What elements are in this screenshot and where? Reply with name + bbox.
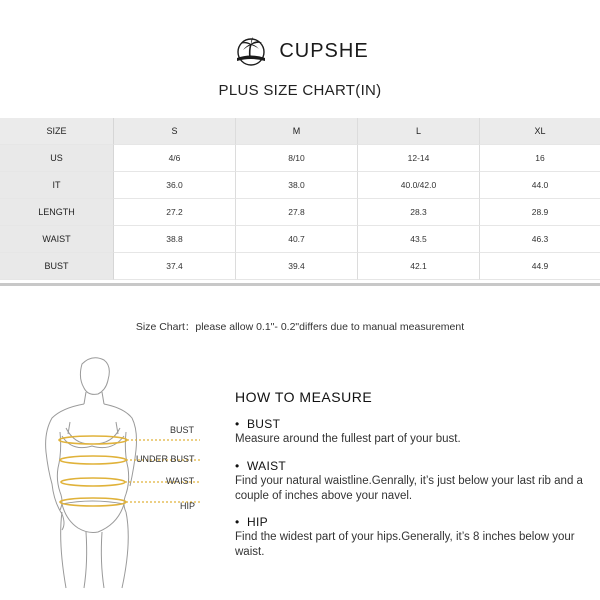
table-row bbox=[0, 253, 600, 280]
table-cell: 28.9 bbox=[480, 199, 600, 226]
table-header-cell: M bbox=[236, 118, 358, 145]
section-text: Measure around the fullest part of your bust. bbox=[235, 433, 461, 445]
bust-label: BUST bbox=[170, 425, 195, 435]
hip-label: HIP bbox=[180, 501, 196, 511]
table-header-cell: SIZE bbox=[0, 118, 114, 145]
bullet-icon: • bbox=[235, 515, 240, 529]
table-cell: 4/6 bbox=[114, 145, 236, 172]
size-table bbox=[0, 118, 600, 280]
table-cell: 42.1 bbox=[358, 253, 480, 280]
table-row bbox=[0, 226, 600, 253]
table-cell: 40.0/42.0 bbox=[358, 172, 480, 199]
measurement-note: Size Chart：please allow 0.1"- 0.2"differs due to manual measurement bbox=[135, 321, 465, 333]
row-label: IT bbox=[0, 172, 114, 199]
table-cell: 39.4 bbox=[236, 253, 358, 280]
section-text: Find your natural waistline.Genrally, it’s just below your last rib and a couple of inches above your navel. bbox=[235, 475, 583, 502]
table-cell: 38.8 bbox=[114, 226, 236, 253]
palm-tree-island-icon bbox=[231, 36, 271, 66]
table-cell: 40.7 bbox=[236, 226, 358, 253]
table-cell: 38.0 bbox=[236, 172, 358, 199]
table-cell: 27.8 bbox=[236, 199, 358, 226]
table-cell: 8/10 bbox=[236, 145, 358, 172]
waist-label: WAIST bbox=[166, 476, 195, 486]
table-cell: 12-14 bbox=[358, 145, 480, 172]
section-divider bbox=[0, 283, 600, 286]
table-cell: 36.0 bbox=[114, 172, 236, 199]
under-bust-label: UNDER BUST bbox=[136, 454, 195, 464]
bullet-icon: • bbox=[235, 459, 240, 473]
table-row bbox=[0, 145, 600, 172]
section-heading: WAIST bbox=[247, 459, 287, 473]
table-cell: 28.3 bbox=[358, 199, 480, 226]
row-label: LENGTH bbox=[0, 199, 114, 226]
table-cell: 44.0 bbox=[480, 172, 600, 199]
table-row bbox=[0, 199, 600, 226]
section-heading: HIP bbox=[247, 515, 268, 529]
measure-section-hip bbox=[235, 515, 585, 560]
table-cell: 43.5 bbox=[358, 226, 480, 253]
table-cell: 27.2 bbox=[114, 199, 236, 226]
body-outline-illustration bbox=[22, 352, 202, 590]
row-label: WAIST bbox=[0, 226, 114, 253]
table-cell: 44.9 bbox=[480, 253, 600, 280]
table-header-cell: L bbox=[358, 118, 480, 145]
bullet-icon: • bbox=[235, 417, 240, 431]
table-header-cell: S bbox=[114, 118, 236, 145]
table-header-row bbox=[0, 118, 600, 145]
measure-section-bust bbox=[235, 417, 585, 447]
table-cell: 16 bbox=[480, 145, 600, 172]
brand-logo bbox=[0, 36, 600, 66]
brand-name: CUPSHE bbox=[279, 39, 369, 62]
row-label: US bbox=[0, 145, 114, 172]
body-figure bbox=[22, 352, 202, 590]
chart-title: PLUS SIZE CHART(IN) bbox=[218, 82, 382, 99]
row-label: BUST bbox=[0, 253, 114, 280]
table-header-cell: XL bbox=[480, 118, 600, 145]
section-text: Find the widest part of your hips.Generally, it’s 8 inches below your waist. bbox=[235, 531, 575, 558]
table-cell: 37.4 bbox=[114, 253, 236, 280]
how-to-measure-title: HOW TO MEASURE bbox=[235, 389, 373, 405]
measure-section-waist bbox=[235, 459, 585, 504]
table-cell: 46.3 bbox=[480, 226, 600, 253]
table-row bbox=[0, 172, 600, 199]
section-heading: BUST bbox=[247, 417, 281, 431]
